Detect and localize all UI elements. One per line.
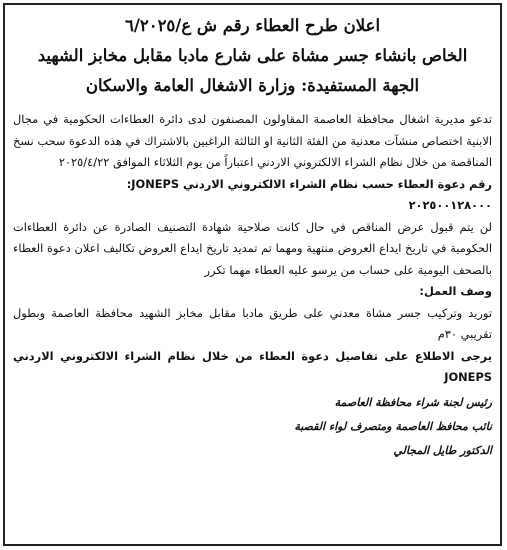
signature-name: الدكتور طايل المجالي — [393, 443, 492, 457]
details-text: يرجى الاطلاع على تفاصيل دعوة العطاء من خلال نظام الشراء الالكتروني الاردني — [13, 348, 492, 363]
beneficiary-line: الجهة المستفيدة: وزارة الاشغال العامة والاسكان — [85, 76, 420, 95]
announcement-content — [13, 11, 492, 463]
signature-deputy: نائب محافظ العاصمة ومتصرف لواء القصبة — [294, 419, 492, 433]
reference-label: رقم دعوة العطاء حسب نظام الشراء الالكتروني الاردني — [183, 176, 492, 191]
reference-label-line: رقم دعوة العطاء حسب نظام الشراء الالكتروني الاردني JONEPS: — [126, 176, 492, 191]
details-line — [13, 346, 492, 389]
conditions-paragraph: لن يتم قبول عرض المناقص في حال كانت صلاحية شهادة التصنيف الصادرة عن دائرة العطاءات الحكومية في تاريخ ايداع العروض منتهية ومهما تم تمديد تاريخ ايداع العروض تكاليف اعلان دعوة العطاء بالصحف اليومية على حساب من يرسو عليه العطاء مهما تكرر — [13, 219, 492, 277]
signature-block — [13, 391, 492, 463]
tender-title: اعلان طرح العطاء رقم ش ع/٦/٢٠٢٥ — [124, 16, 381, 35]
announcement-frame — [3, 3, 502, 546]
work-description-label: وصف العمل: — [419, 284, 492, 298]
reference-number: ٢٠٢٥٠٠١٢٨٠٠٠ — [408, 198, 492, 212]
joneps-ref-label: JONEPS — [131, 176, 180, 191]
signature-committee: رئيس لجنة شراء محافظة العاصمة — [334, 395, 492, 409]
tender-subject: الخاص بانشاء جسر مشاة على شارع مادبا مقابل مخابز الشهيد — [37, 46, 468, 65]
work-description: توريد وتركيب جسر مشاة معدني على طريق مادبا مقابل مخابز الشهيد محافظة العاصمة وبطول تقريبي ٣٠م — [13, 305, 492, 341]
announcement-body — [13, 109, 492, 389]
invitation-paragraph: تدعو مديرية اشغال محافظة العاصمة المقاولون المصنفون لدى دائرة العطاءات الحكومية في مجال الابنية اختصاص منشآت معدنية من الفئة الثانية او الثالثة الراغبين بالاشتراك في هذه الدعوة سحب نسخ المناقصة من خلال نظام الشراء الالكتروني الاردني اعتباراً من يوم الثلاثاء الموافق ٢٠٢٥/٤/٢٢ — [13, 112, 492, 169]
joneps-details-label: JONEPS — [444, 370, 492, 384]
